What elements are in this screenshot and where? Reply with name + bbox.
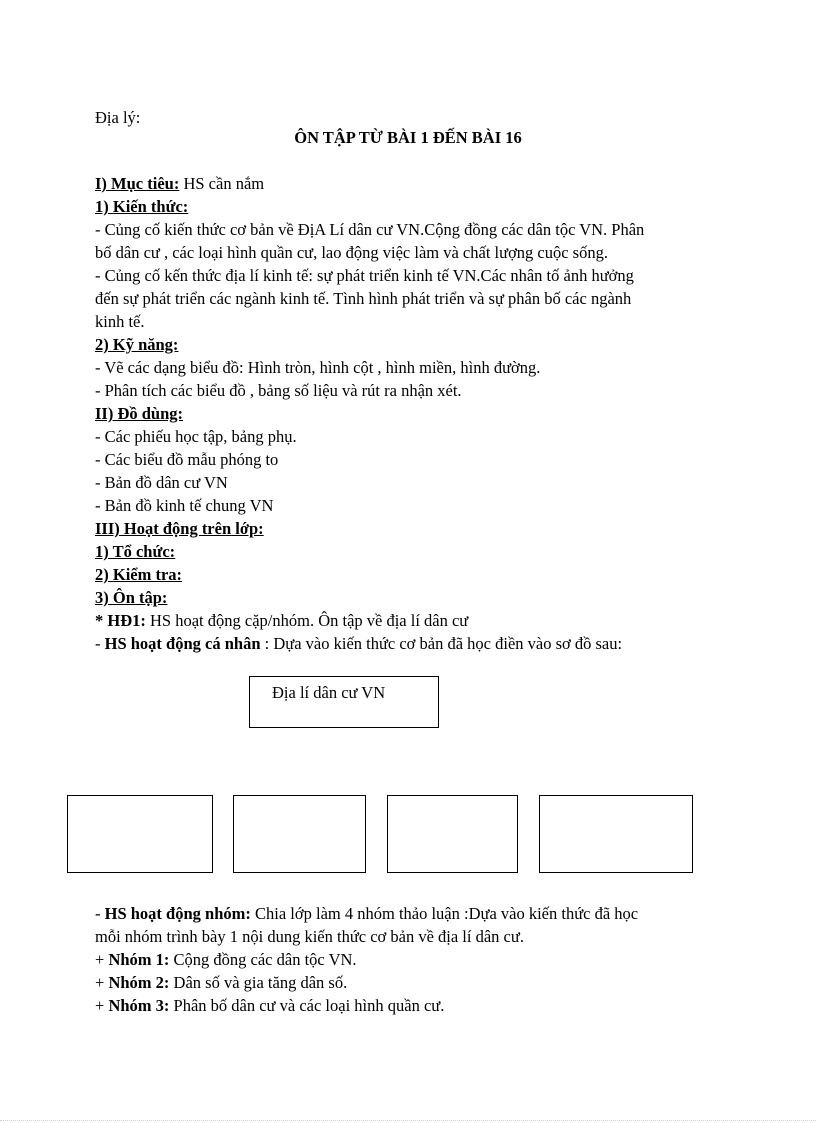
skills-line: - Phân tích các biểu đồ , bảng số liệu và rút ra nhận xét. [95, 381, 462, 400]
materials-item: - Các phiếu học tập, bảng phụ. [95, 427, 297, 446]
materials-item: - Bản đồ kinh tế chung VN [95, 496, 274, 515]
page-title: ÔN TẬP TỪ BÀI 1 ĐẾN BÀI 16 [294, 128, 522, 147]
group-label: Nhóm 2: [108, 973, 170, 992]
diagram-blank-box-4 [539, 795, 693, 873]
diagram-blank-box-2 [233, 795, 366, 873]
knowledge-line: bố dân cư , các loại hình quần cư, lao động việc làm và chất lượng cuộc sống. [95, 243, 608, 262]
group-prefix: + [95, 973, 109, 992]
group-text: Dân số và gia tăng dân số. [169, 973, 348, 992]
individual-line [95, 632, 723, 655]
group-prefix: + [95, 950, 109, 969]
activities-heading: III) Hoạt động trên lớp: [95, 519, 264, 538]
subject-label: Địa lý: [95, 108, 141, 127]
group-work-line-2: mỗi nhóm trình bày 1 nội dung kiến thức cơ bản về địa lí dân cư. [95, 927, 524, 946]
document-body [95, 172, 723, 655]
group-item [95, 971, 723, 994]
individual-text: : Dựa vào kiến thức cơ bản đã học điền vào sơ đồ sau: [260, 634, 623, 653]
diagram-root-box [249, 676, 439, 728]
review-heading: 3) Ôn tập: [95, 588, 168, 607]
hd1-text: HS hoạt động cặp/nhóm. Ôn tập về địa lí dân cư [145, 611, 469, 630]
diagram-blank-box-3 [387, 795, 518, 873]
group-text: Phân bố dân cư và các loại hình quần cư. [169, 996, 445, 1015]
individual-label: HS hoạt động cá nhân [104, 634, 261, 653]
objectives-heading: I) Mục tiêu: [95, 174, 180, 193]
group-label: Nhóm 3: [108, 996, 170, 1015]
group-prefix: + [95, 996, 109, 1015]
group-work-text: Chia lớp làm 4 nhóm thảo luận :Dựa vào kiến thức đã học [250, 904, 639, 923]
group-work-line [95, 902, 723, 925]
skills-line: - Vẽ các dạng biểu đồ: Hình tròn, hình cột , hình miền, hình đường. [95, 358, 541, 377]
knowledge-line: - Củng cố kến thức địa lí kinh tế: sự phát triển kinh tế VN.Các nhân tố ảnh hưởng [95, 266, 634, 285]
page-bottom-divider [0, 1120, 816, 1121]
materials-item: - Bản đồ dân cư VN [95, 473, 228, 492]
knowledge-heading: 1) Kiến thức: [95, 197, 189, 216]
diagram-root-label: Địa lí dân cư VN [272, 683, 386, 702]
hd1-label: * HĐ1: [95, 611, 146, 630]
group-item [95, 948, 723, 971]
group-work-section [95, 902, 723, 1017]
group-item [95, 994, 723, 1017]
materials-item: - Các biểu đồ mẫu phóng to [95, 450, 279, 469]
individual-prefix: - [95, 634, 105, 653]
check-heading: 2) Kiểm tra: [95, 565, 183, 584]
objectives-text: HS cần nắm [179, 174, 265, 193]
organization-heading: 1) Tổ chức: [95, 542, 176, 561]
group-label: Nhóm 1: [108, 950, 170, 969]
knowledge-line: đến sự phát triển các ngành kinh tế. Tình hình phát triển và sự phân bố các ngành [95, 289, 632, 308]
objectives-line [95, 172, 723, 195]
hd1-line [95, 609, 723, 632]
materials-heading: II) Đồ dùng: [95, 404, 184, 423]
group-work-prefix: - [95, 904, 105, 923]
diagram-blank-box-1 [67, 795, 213, 873]
skills-heading: 2) Kỹ năng: [95, 335, 179, 354]
knowledge-line: - Củng cố kiến thức cơ bản về ĐịA Lí dân cư VN.Cộng đồng các dân tộc VN. Phân [95, 220, 645, 239]
group-work-label: HS hoạt động nhóm: [104, 904, 251, 923]
knowledge-line: kinh tế. [95, 312, 145, 331]
group-text: Cộng đồng các dân tộc VN. [169, 950, 357, 969]
